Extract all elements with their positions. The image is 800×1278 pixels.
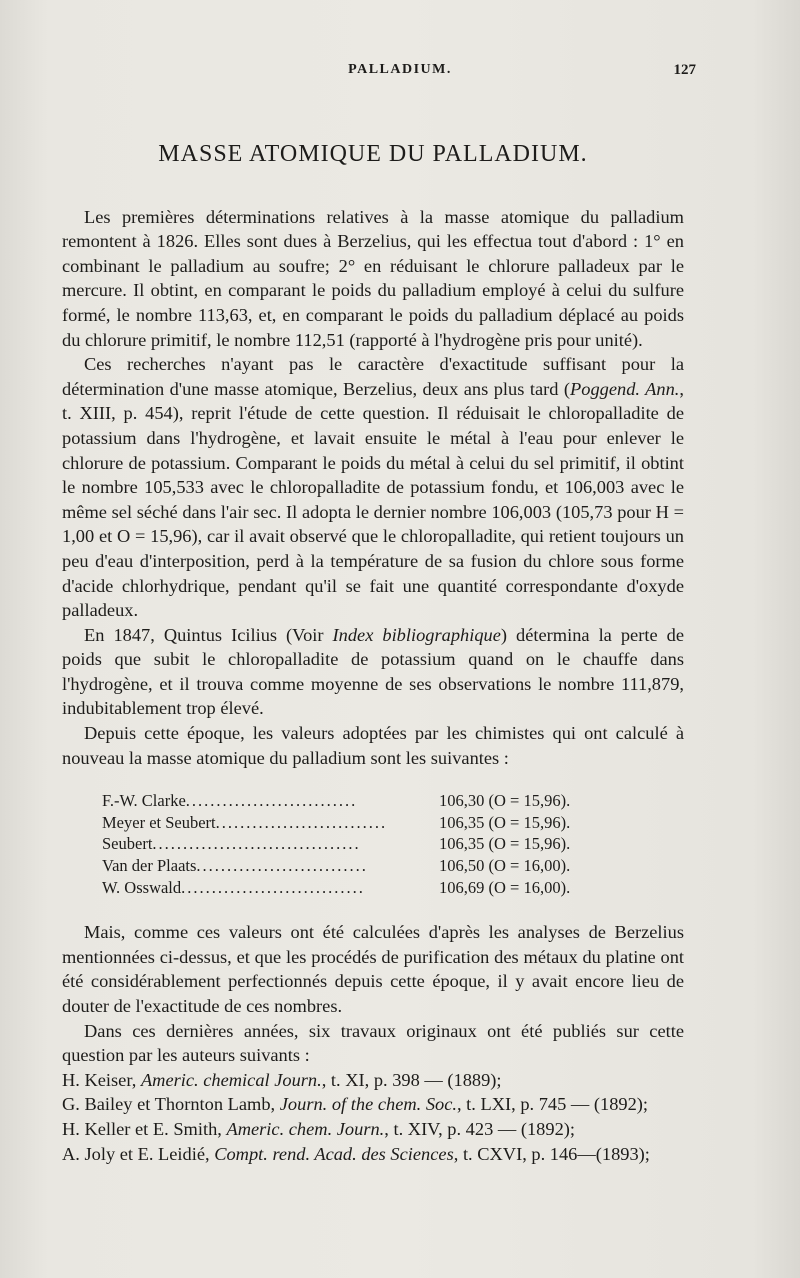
reference-details: , t. XI, p. 398 — (1889); xyxy=(321,1069,502,1090)
leader-dots: .................................. xyxy=(152,834,361,854)
chemist-name: W. Osswald xyxy=(102,877,182,897)
paragraph-2 xyxy=(62,352,684,623)
paragraph-5: Mais, comme ces valeurs ont été calculées d'après les analyses de Berzelius mentionnées ci-dessus, et que les procédés de purification des métaux du platine ont été considérablement perfectionnés depuis cette époque, il y avait encore lieu de douter de l'exactitude de ces nombres. xyxy=(62,922,684,1016)
paragraph-3 xyxy=(62,623,684,721)
citation-poggend: Poggend. Ann. xyxy=(570,378,680,399)
paragraph-3-text-b: ) détermina la perte de poids que subit le chloropalladite de potassium quand on le chauffe dans l'hydrogène, et il trouva comme moyenne de ses observations le nombre 111,879, indubitablement trop élevé. xyxy=(62,624,684,719)
reference-authors: A. Joly et E. Leidié, xyxy=(62,1143,215,1164)
reference-journal: Journ. of the chem. Soc. xyxy=(279,1094,457,1115)
reference-authors: H. Keller et E. Smith, xyxy=(62,1118,227,1139)
paragraph-6: Dans ces dernières années, six travaux originaux ont été publiés sur cette question par les auteurs suivants : xyxy=(62,1020,684,1066)
atomic-mass-value: 106,35 (O = 15,96). xyxy=(439,834,571,854)
paragraph-2-text-a: Ces recherches n'ayant pas le caractère d'exactitude suffisant pour la détermination d'une masse atomique, Berzelius, deux ans plus tard ( xyxy=(62,354,684,399)
page-content xyxy=(62,142,684,1166)
leader-dots: ............................ xyxy=(196,856,368,876)
atomic-mass-value: 106,35 (O = 15,96). xyxy=(439,812,571,832)
reference-item xyxy=(62,1068,684,1093)
references-list xyxy=(62,1068,684,1166)
paragraph-2-text-b: , t. XIII, p. 454), reprit l'étude de cette question. Il réduisait le chloropalladite de potassium dans l'hydrogène, et lavait ensuite le métal à l'eau pour enlever le chlorure de potassium. Comparant le poids du métal à celui du sel primitif, il obtint le nombre 105,533 avec le chloropalladite de potassium fondu, et 106,003 avec le même sel séché dans l'air sec. Il adopta le dernier nombre 106,003 (105,73 pour H = 1,00 et O = 15,96), car il avait observé que le chloropalladite, qui retient toujours un peu d'eau d'interposition, perd à la température de sa fusion du chlore sous forme d'acide chlorhydrique, pendant qu'il se fait une quantité correspondante d'oxyde palladeux. xyxy=(62,378,684,621)
atomic-mass-value: 106,30 (O = 15,96). xyxy=(439,791,571,811)
atomic-mass-value: 106,50 (O = 16,00). xyxy=(439,856,571,876)
chemist-name: Meyer et Seubert xyxy=(102,812,216,832)
reference-item xyxy=(62,1117,684,1142)
running-head xyxy=(0,62,800,86)
paragraph-4: Depuis cette époque, les valeurs adoptées par les chimistes qui ont calculé à nouveau la masse atomique du palladium sont les suivantes : xyxy=(62,723,684,768)
atomic-mass-values-table xyxy=(102,790,622,898)
section-title: MASSE ATOMIQUE DU PALLADIUM. xyxy=(158,141,588,167)
leader-dots: .............................. xyxy=(181,877,365,897)
table-row xyxy=(102,877,622,899)
reference-details: , t. LXI, p. 745 — (1892); xyxy=(456,1094,649,1115)
reference-journal: Americ. chemical Journ. xyxy=(140,1069,322,1090)
table-row xyxy=(102,855,622,877)
reference-journal: Compt. rend. Acad. des Sciences xyxy=(214,1143,454,1164)
table-row xyxy=(102,812,622,834)
paragraph-1: Les premières déterminations relatives à la masse atomique du palladium remontent à 1826. Elles sont dues à Berzelius, qui les effectua tout d'abord : 1° en combinant le palladium au soufre; 2° en réduisant le chlorure palladeux par le mercure. Il obtint, en comparant le poids du palladium employé à celui du sulfure formé, le nombre 113,63, et, en comparant le poids du palladium déplacé au poids du chlorure primitif, le nombre 112,51 (rapporté à l'hydrogène pris pour unité). xyxy=(62,206,684,350)
atomic-mass-value: 106,69 (O = 16,00). xyxy=(439,877,571,897)
running-title: PALLADIUM. xyxy=(348,62,452,77)
paragraph-3-text-a: En 1847, Quintus Icilius (Voir xyxy=(84,624,333,645)
leader-dots: ............................ xyxy=(185,791,358,811)
chemist-name: Seubert xyxy=(102,834,153,854)
table-row xyxy=(102,833,622,855)
reference-details: , t. CXVI, p. 146—(1893); xyxy=(453,1143,650,1164)
reference-item xyxy=(62,1092,684,1117)
reference-journal: Americ. chem. Journ. xyxy=(226,1118,385,1139)
citation-index: Index bibliographique xyxy=(332,624,501,645)
chemist-name: Van der Plaats xyxy=(102,856,197,876)
reference-authors: H. Keiser, xyxy=(62,1069,141,1090)
leader-dots: ............................ xyxy=(215,812,388,832)
reference-item xyxy=(62,1142,684,1167)
table-row xyxy=(102,790,622,812)
reference-authors: G. Bailey et Thornton Lamb, xyxy=(62,1094,280,1115)
chemist-name: F.-W. Clarke xyxy=(102,791,186,811)
page-number: 127 xyxy=(673,62,696,78)
reference-details: , t. XIV, p. 423 — (1892); xyxy=(384,1118,575,1139)
